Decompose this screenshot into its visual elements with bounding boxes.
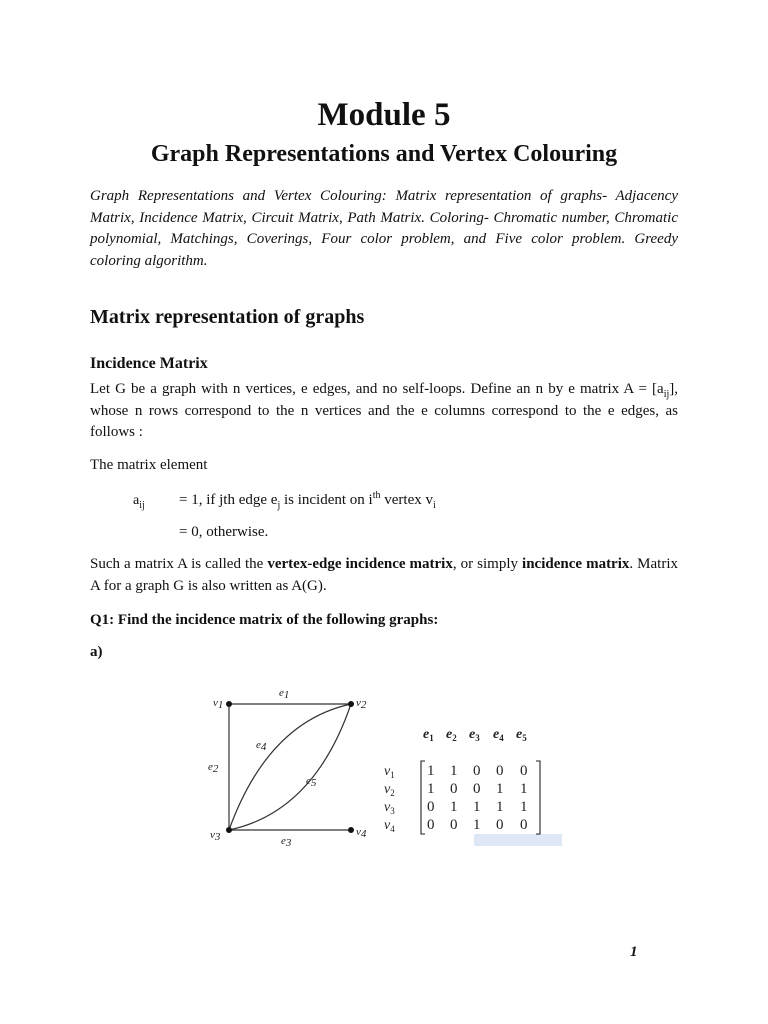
matrix-cell: 0 bbox=[427, 817, 435, 833]
subscript: j bbox=[277, 500, 281, 511]
matrix-cell: 1 bbox=[427, 781, 435, 797]
case-one bbox=[133, 490, 436, 511]
matrix-cell: 0 bbox=[473, 763, 481, 779]
matrix-cell: 0 bbox=[496, 763, 504, 779]
vertex-v3-dot bbox=[226, 827, 232, 833]
edge-e5-curve bbox=[229, 704, 351, 830]
vertex-label-v4: v4 bbox=[356, 826, 367, 840]
edge-label-e2: e2 bbox=[208, 761, 219, 775]
matrix-cell: 1 bbox=[496, 799, 504, 815]
column-header-e4: $e_4$ bbox=[493, 727, 504, 743]
column-header-e1: $e_1$ bbox=[423, 727, 434, 743]
column-header-e2: $e_2$ bbox=[446, 727, 457, 743]
matrix-cell: 0 bbox=[496, 817, 504, 833]
column-header-e3: $e_3$ bbox=[469, 727, 480, 743]
row-label-v1: $v_1$ bbox=[384, 764, 395, 780]
matrix-cell: 1 bbox=[473, 799, 481, 815]
matrix-cell: 0 bbox=[520, 763, 528, 779]
case-text: is incident on i bbox=[280, 492, 373, 508]
matrix-row-v3 bbox=[384, 799, 528, 816]
subscript: i bbox=[432, 500, 436, 511]
case-text: vertex v bbox=[380, 492, 433, 508]
incidence-matrix-figure bbox=[378, 718, 568, 848]
definition-text: ], whose n rows correspond to the n vertices and the e columns correspond to the e edges, as follows : bbox=[90, 381, 678, 440]
matrix-cell: 1 bbox=[450, 799, 458, 815]
matrix-cell: 1 bbox=[473, 817, 481, 833]
definition-text: Let G be a graph with n vertices, e edges, and no self-loops. Define an n by e matrix A = [a bbox=[90, 381, 664, 397]
definition-text: Such a matrix A is called the bbox=[90, 556, 268, 572]
row-label-v2: $v_2$ bbox=[384, 782, 395, 798]
symbol-base: a bbox=[133, 493, 140, 508]
vertex-label-v2: v2 bbox=[356, 697, 367, 711]
matrix-cell: 1 bbox=[450, 763, 458, 779]
left-bracket bbox=[421, 761, 425, 834]
definition-text: , or simply bbox=[452, 556, 523, 572]
vertex-v1-dot bbox=[226, 701, 232, 707]
question-part-label: a) bbox=[90, 644, 103, 660]
edge-label-e5: e5 bbox=[306, 775, 317, 789]
matrix-cell: 1 bbox=[496, 781, 504, 797]
vertex-label-v3: v3 bbox=[210, 829, 221, 843]
bold-term: vertex-edge incidence matrix bbox=[267, 556, 453, 572]
matrix-element-intro: The matrix element bbox=[90, 457, 208, 473]
incidence-matrix-definition bbox=[90, 554, 678, 597]
bold-term: incidence matrix bbox=[522, 556, 630, 572]
vertex-v4-dot bbox=[348, 827, 354, 833]
row-label-v3: $v_3$ bbox=[384, 800, 395, 816]
definition-text: . Matrix A for a graph G is also written as A(G). bbox=[90, 556, 678, 594]
matrix-cell: 0 bbox=[473, 781, 481, 797]
matrix-cell: 0 bbox=[427, 799, 435, 815]
row-label-v4: $v_4$ bbox=[384, 818, 395, 834]
page-number: 1 bbox=[630, 944, 638, 960]
module-subtitle: Graph Representations and Vertex Colouring bbox=[150, 141, 618, 167]
matrix-row-v4 bbox=[384, 817, 528, 834]
edge-label-e4: e4 bbox=[256, 739, 267, 753]
superscript: th bbox=[372, 490, 381, 501]
subsection-heading: Incidence Matrix bbox=[90, 355, 208, 372]
edge-label-e3: e3 bbox=[281, 835, 292, 849]
module-abstract: Graph Representations and Vertex Colouring: Matrix representation of graphs- Adjacency Matrix, Incidence Matrix, Circuit Matrix, Path Matrix. Coloring- Chromatic number, Chromatic polynomial, Matchings, Coverings, Four color problem, and Five color problem. Greedy coloring algorithm. bbox=[90, 188, 678, 269]
column-header-e5: $e_5$ bbox=[516, 727, 527, 743]
graph-figure bbox=[196, 680, 386, 850]
edge-label-e1: e1 bbox=[279, 687, 290, 701]
case-text: = 1, if jth edge e bbox=[179, 492, 278, 508]
edge-e4-curve bbox=[229, 704, 351, 830]
vertex-label-v1: v1 bbox=[213, 697, 224, 711]
matrix-row-v2 bbox=[384, 781, 528, 798]
matrix-column-headers bbox=[423, 727, 527, 743]
matrix-cell: 0 bbox=[450, 781, 458, 797]
matrix-row-v1 bbox=[384, 763, 528, 780]
section-heading: Matrix representation of graphs bbox=[90, 306, 365, 328]
matrix-cell: 1 bbox=[427, 763, 435, 779]
vertex-v2-dot bbox=[348, 701, 354, 707]
highlight-strip bbox=[474, 834, 562, 846]
matrix-cell: 1 bbox=[520, 799, 528, 815]
right-bracket bbox=[536, 761, 540, 834]
matrix-cell: 0 bbox=[450, 817, 458, 833]
module-title: Module 5 bbox=[317, 97, 451, 133]
matrix-cell: 1 bbox=[520, 781, 528, 797]
subscript: ij bbox=[663, 389, 670, 400]
question-heading: Q1: Find the incidence matrix of the following graphs: bbox=[90, 612, 439, 628]
matrix-element-symbol bbox=[133, 491, 179, 511]
case-two: = 0, otherwise. bbox=[179, 524, 269, 540]
subscript: ij bbox=[139, 499, 145, 511]
definition-paragraph bbox=[90, 379, 678, 444]
matrix-cell: 0 bbox=[520, 817, 528, 833]
